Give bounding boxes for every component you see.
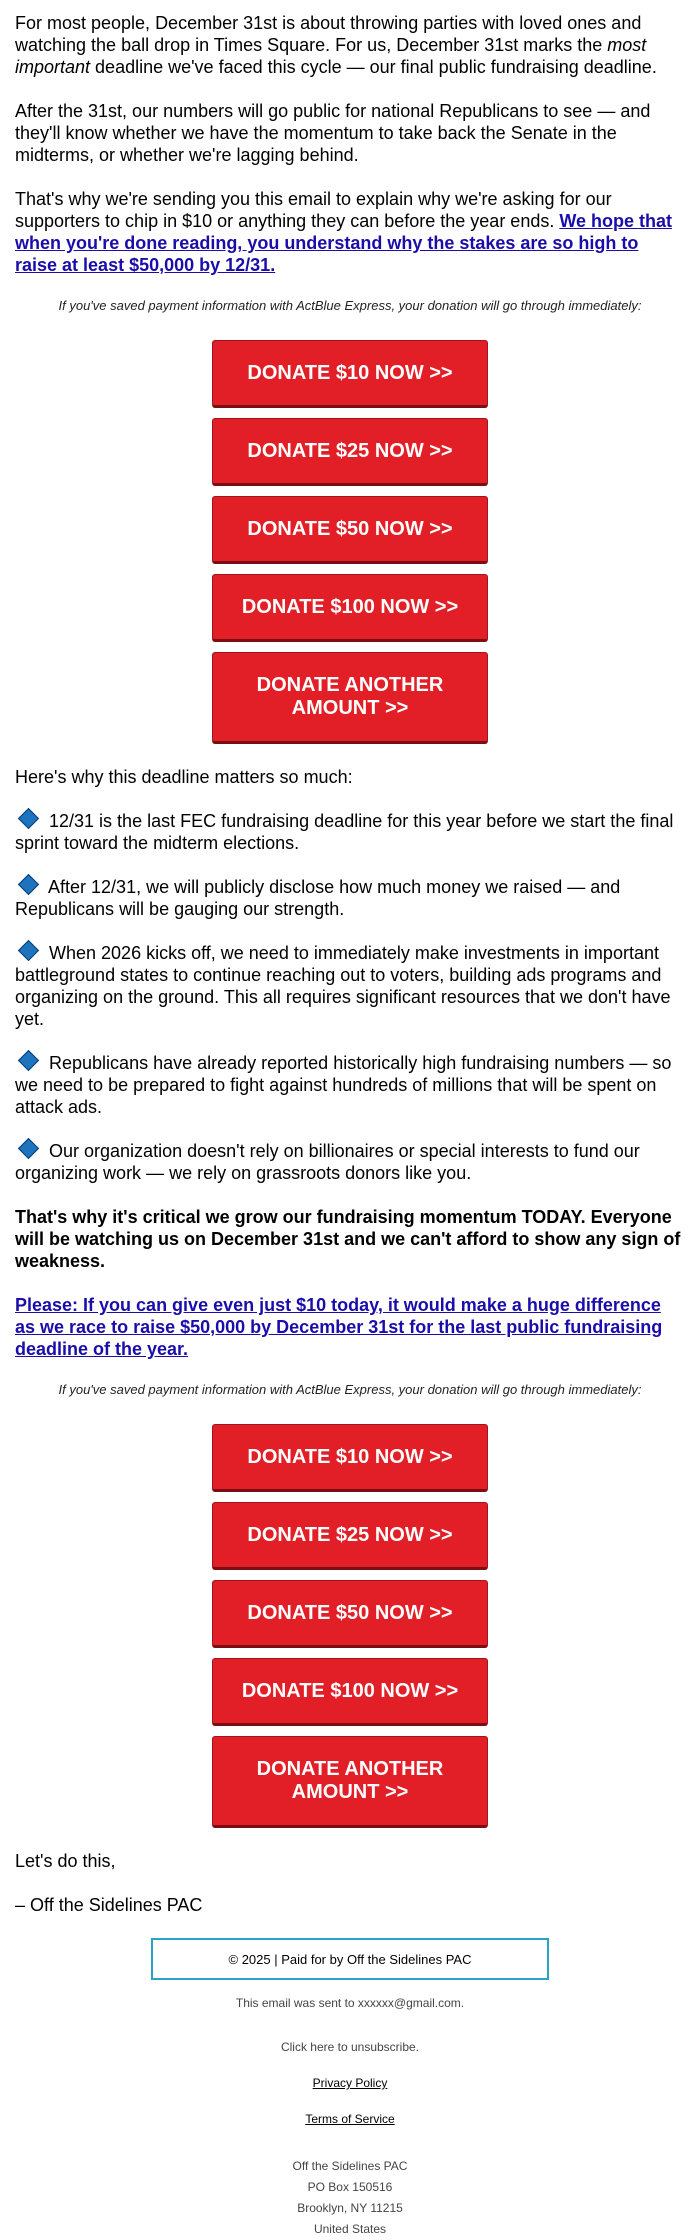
signoff-line: Let's do this, xyxy=(15,1851,116,1871)
blue-diamond-icon xyxy=(18,1050,39,1071)
donate-50-button[interactable]: DONATE $50 NOW >> xyxy=(212,496,488,564)
paid-for-box: © 2025 | Paid for by Off the Sidelines PAC xyxy=(151,1938,549,1980)
intro-paragraph-3 xyxy=(15,188,685,276)
emphasis-text: most important xyxy=(15,35,647,77)
bullet-item xyxy=(15,1140,685,1184)
critical-paragraph: That's why it's critical we grow our fundraising momentum TODAY. Everyone will be watching us on December 31st and we can't afford to show any sign of weakness. xyxy=(15,1207,681,1271)
donate-25-button[interactable]: DONATE $25 NOW >> xyxy=(212,418,488,486)
terms-of-service-link[interactable]: Terms of Service xyxy=(305,2112,395,2126)
donate-other-amount-button[interactable]: DONATE ANOTHER AMOUNT >> xyxy=(212,652,488,744)
stakes-link[interactable]: We hope that when you're done reading, you understand why the stakes are so high to raise at least $50,000 by 12/31. xyxy=(15,211,673,275)
bullet-item xyxy=(15,942,685,1030)
bullet-item xyxy=(15,876,685,920)
intro-text: deadline we've faced this cycle — our final public fundraising deadline. xyxy=(90,57,657,77)
bullet-text: Republicans have already reported historically high fundraising numbers — so we need to be prepared to fight against hundreds of millions that will be spent on attack ads. xyxy=(15,1053,672,1117)
actblue-note: If you've saved payment information with ActBlue Express, your donation will go through immediately: xyxy=(58,298,642,313)
unsubscribe-link[interactable]: Click here to unsubscribe. xyxy=(280,2040,420,2054)
actblue-note: If you've saved payment information with ActBlue Express, your donation will go through immediately: xyxy=(58,1382,642,1397)
donate-100-button[interactable]: DONATE $100 NOW >> xyxy=(212,1658,488,1726)
intro-paragraph-2: After the 31st, our numbers will go public for national Republicans to see — and they'll know whether we have the momentum to take back the Senate in the midterms, or whether we're lagging behind. xyxy=(15,101,651,165)
why-heading: Here's why this deadline matters so much: xyxy=(15,767,353,787)
bullet-text: After 12/31, we will publicly disclose how much money we raised — and Republicans will be gauging our strength. xyxy=(15,877,621,919)
intro-text: For most people, December 31st is about throwing parties with loved ones and watching the ball drop in Times Square. For us, December 31st marks the xyxy=(15,13,642,55)
bullet-text: 12/31 is the last FEC fundraising deadline for this year before we start the final sprint toward the midterm elections. xyxy=(15,811,674,853)
intro-paragraph-1 xyxy=(15,12,685,78)
donate-button-group xyxy=(15,1424,685,1838)
address-line: Brooklyn, NY 11215 xyxy=(297,2201,403,2215)
bullet-text: Our organization doesn't rely on billionaires or special interests to fund our organizing work — we rely on grassroots donors like you. xyxy=(15,1141,640,1183)
email-footer xyxy=(0,1938,700,2240)
mailing-address xyxy=(0,2156,700,2240)
intro-text: That's why we're sending you this email to explain why we're asking for our supporters to chip in $10 or anything they can before the year ends. xyxy=(15,189,612,231)
please-give-link[interactable]: Please: If you can give even just $10 today, it would make a huge difference as we race to raise $50,000 by December 31st for the last public fundraising deadline of the year. xyxy=(15,1295,663,1359)
address-line: PO Box 150516 xyxy=(307,2180,393,2194)
bullet-item xyxy=(15,1052,685,1118)
donate-50-button[interactable]: DONATE $50 NOW >> xyxy=(212,1580,488,1648)
blue-diamond-icon xyxy=(18,1138,39,1159)
blue-diamond-icon xyxy=(18,874,39,895)
bullet-text: When 2026 kicks off, we need to immediately make investments in important battleground states to continue reaching out to voters, building ads programs and organizing on the ground. This all requires significant resources that we don't have yet. xyxy=(15,943,671,1029)
address-line: Off the Sidelines PAC xyxy=(292,2159,408,2173)
donate-10-button[interactable]: DONATE $10 NOW >> xyxy=(212,1424,488,1492)
blue-diamond-icon xyxy=(18,808,39,829)
donate-25-button[interactable]: DONATE $25 NOW >> xyxy=(212,1502,488,1570)
donate-button-group xyxy=(15,340,685,754)
please-paragraph xyxy=(15,1294,685,1360)
address-line: United States xyxy=(313,2222,387,2236)
signature: – Off the Sidelines PAC xyxy=(15,1895,203,1915)
bullet-item xyxy=(15,810,685,854)
privacy-policy-link[interactable]: Privacy Policy xyxy=(312,2076,388,2090)
sent-to-text: This email was sent to xxxxxx@gmail.com. xyxy=(235,1996,465,2010)
donate-other-amount-button[interactable]: DONATE ANOTHER AMOUNT >> xyxy=(212,1736,488,1828)
blue-diamond-icon xyxy=(18,940,39,961)
donate-100-button[interactable]: DONATE $100 NOW >> xyxy=(212,574,488,642)
donate-10-button[interactable]: DONATE $10 NOW >> xyxy=(212,340,488,408)
